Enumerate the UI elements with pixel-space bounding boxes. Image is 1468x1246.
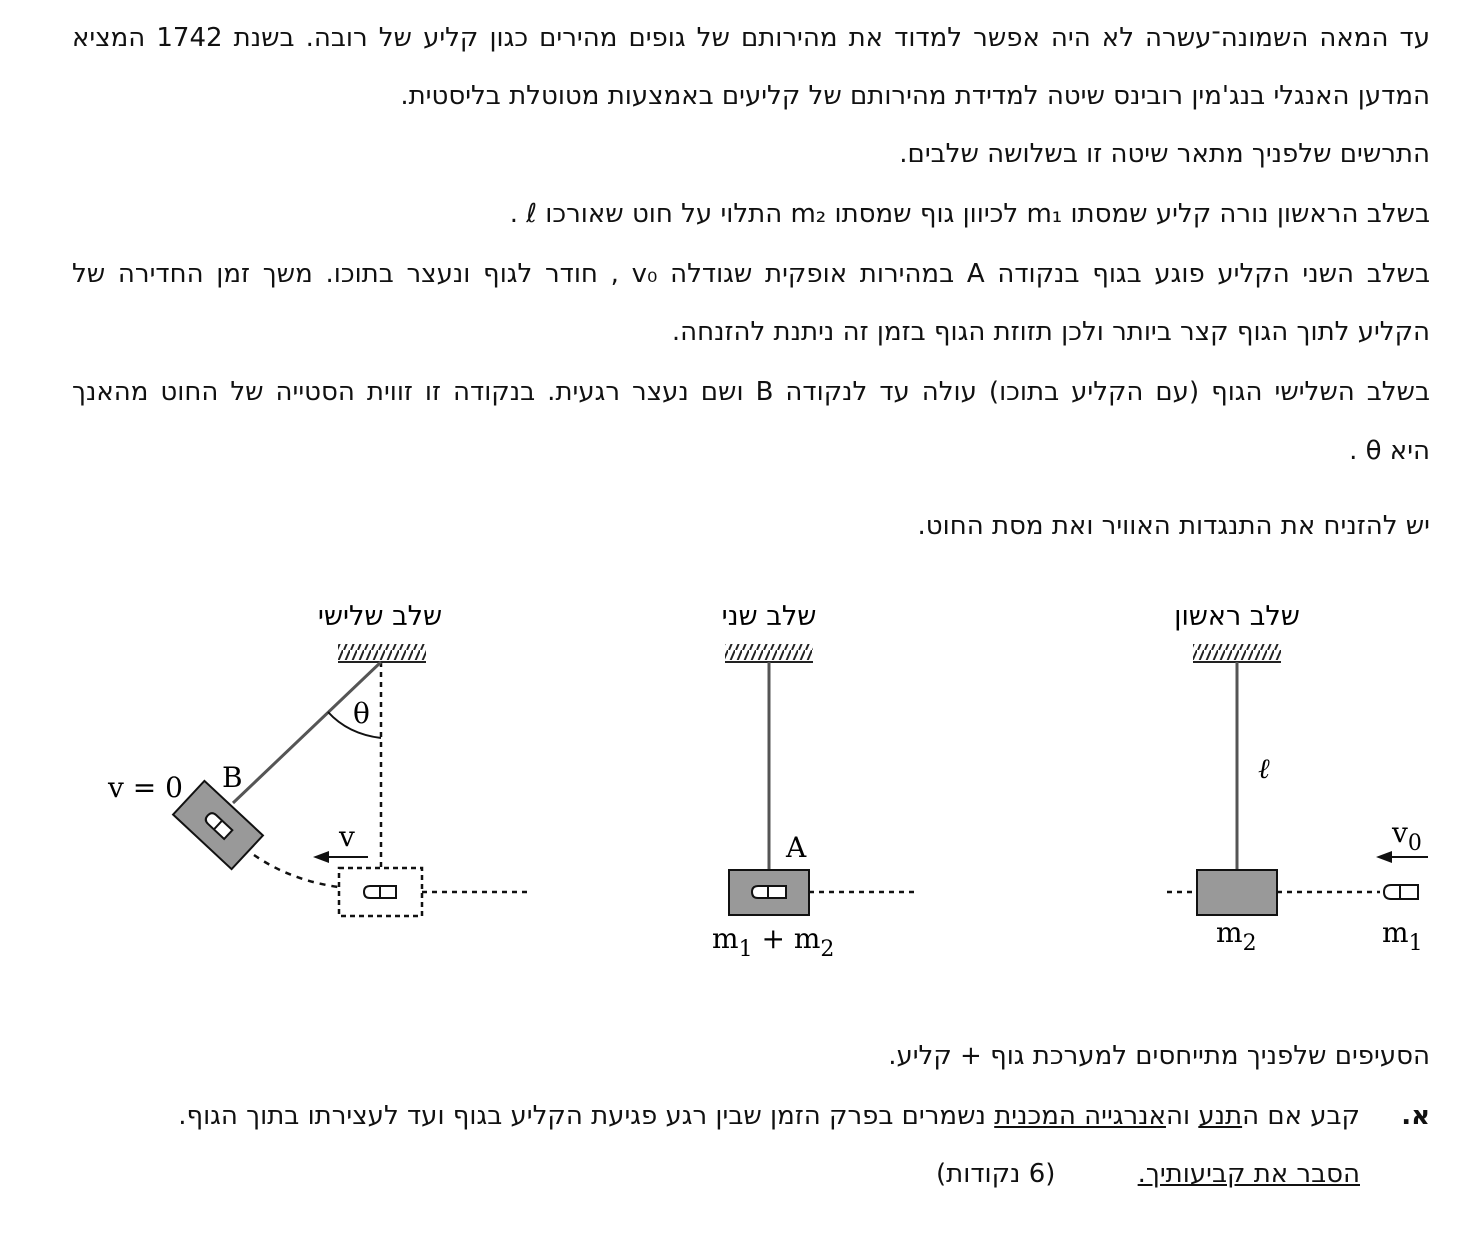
ceiling-hatch [1193, 644, 1281, 660]
questions-preface: הסעיפים שלפניך מתייחסים למערכת גוף + קליע. [888, 1041, 1430, 1071]
intro-line-3: התרשים שלפניך מתאר שיטה זו בשלושה שלבים. [899, 139, 1430, 169]
length-label: ℓ [1258, 752, 1270, 785]
stage3-group [107, 644, 527, 916]
question-a-text: קבע אם התנע והאנרגייה המכנית נשמרים בפרק הזמן שבין רגע פגיעת הקליע בגוף ועד לעצירתו בתוך הגוף. [178, 1101, 1360, 1131]
intro-line-2: המדען האנגלי בנג'מין רובינס שיטה למדידת מהירותם של קליעים באמצעות מטוטלת בליסטית. [400, 81, 1430, 111]
intro-line-9: יש להזניח את התנגדות האוויר ואת מסת החוט. [917, 511, 1430, 541]
bullet-icon [752, 886, 786, 898]
stage2-group [712, 644, 915, 962]
intro-line-5: בשלב השני הקליע פוגע בגוף בנקודה A במהירות אופקית שגודלה v₀ , חודר לגוף ונעצר בתוכו. משך זמן החדירה של [72, 259, 1430, 289]
intro-line-1: עד המאה השמונה־עשרה לא היה אפשר למדוד את מהירותם של גופים מהירים כגון קליע של רובה. בשנת 1742 המציא [72, 23, 1430, 53]
bullet-icon [364, 886, 396, 898]
intro-line-7: בשלב השלישי הגוף (עם הקליע בתוכו) עולה עד לנקודה B ושם נעצר רגעית. בנקודה זו זווית הסטייה של החוט מהאנך [72, 377, 1431, 407]
v-zero-label: v = 0 [108, 771, 183, 804]
stage2-title: שלב שני [721, 601, 817, 632]
stage1-group [1167, 644, 1428, 956]
ceiling-hatch [725, 644, 813, 660]
svg-text:v0: $v_0$ [1392, 816, 1422, 856]
intro-line-8: היא θ . [1349, 436, 1430, 466]
intro-line-4: בשלב הראשון נורה קליע שמסתו m₁ לכיוון גוף שמסתו m₂ התלוי על חוט שאורכו ℓ . [509, 199, 1430, 229]
point-b-label: B [222, 761, 243, 794]
ceiling-hatch [338, 644, 426, 660]
stage3-title: שלב שלישי [317, 601, 443, 632]
point-a-label: A [786, 831, 807, 864]
label-m1-plus-m2: $m_1 + m_2$ [712, 922, 835, 962]
question-a-points: (6 נקודות) [936, 1159, 1056, 1189]
block-m2 [1197, 870, 1277, 915]
v-label: v [339, 820, 355, 853]
bullet-icon [1384, 885, 1418, 899]
question-a-letter: א. [1401, 1101, 1430, 1131]
question-a-explain: הסבר את קביעותיך. [1137, 1159, 1360, 1189]
label-m1: $m_1$ [1382, 916, 1423, 956]
theta-label: θ [353, 697, 370, 730]
intro-line-6: הקליע לתוך הגוף קצר ביותר ולכן תזוזת הגוף בזמן זה ניתנת להזנחה. [671, 317, 1430, 347]
stage1-title: שלב ראשון [1174, 601, 1300, 632]
ballistic-pendulum-diagram [0, 580, 1468, 1020]
label-m2: $m_2$ [1216, 916, 1257, 956]
